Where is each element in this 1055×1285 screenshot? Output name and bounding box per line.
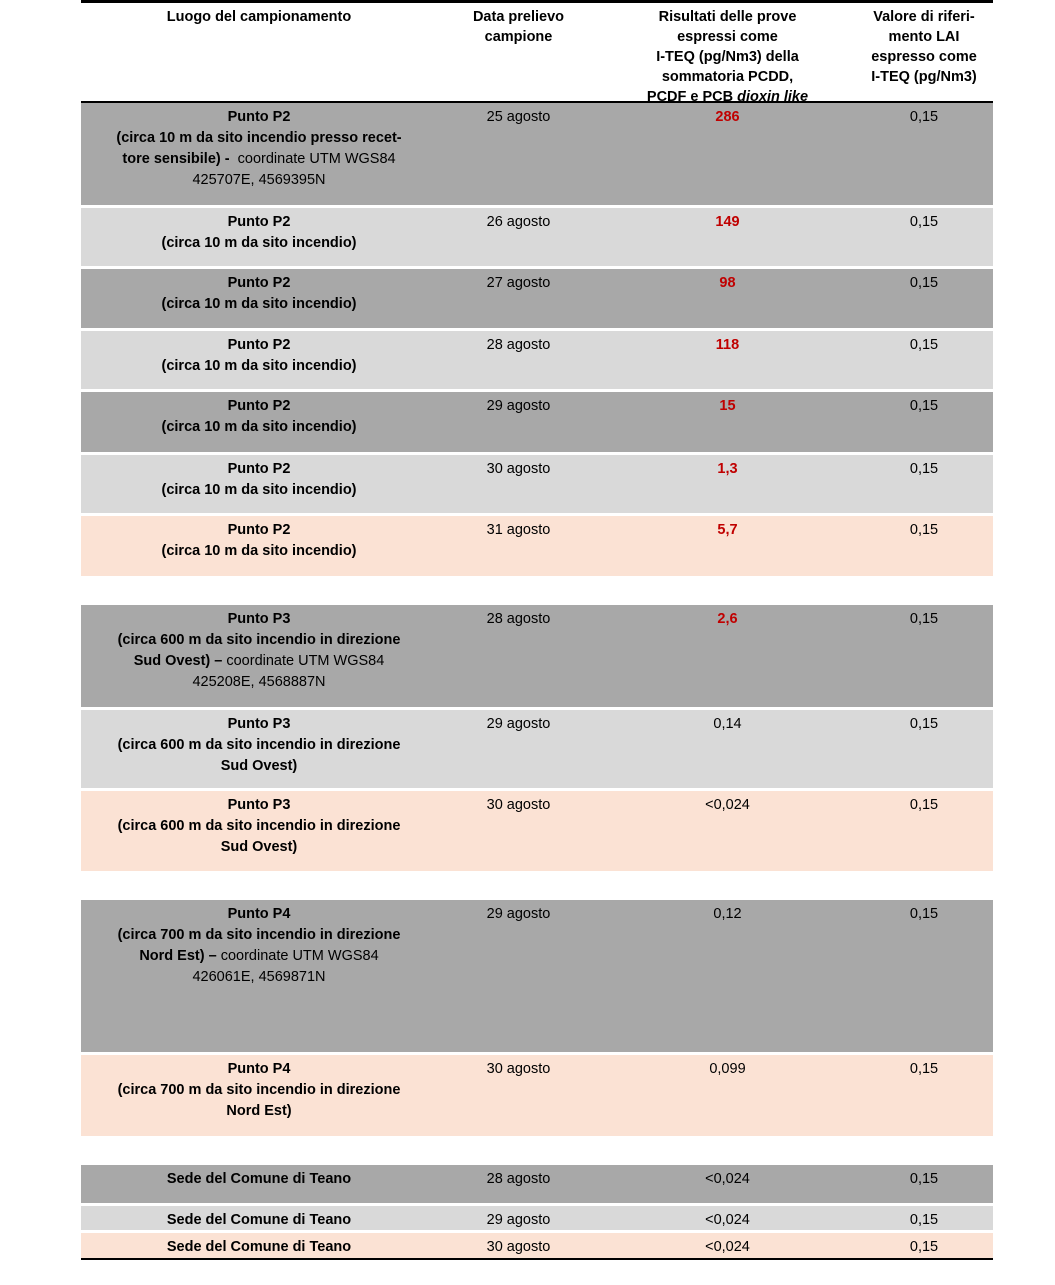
location-detail: (circa 10 m da sito incendio)	[161, 296, 357, 312]
table-rows	[81, 103, 993, 1258]
result-value: <0,024	[705, 1239, 750, 1255]
location-line-1	[81, 714, 437, 735]
result-value: 118	[715, 337, 740, 353]
section-gap	[81, 579, 993, 605]
location-detail: (circa 700 m da sito incendio in direzione	[117, 927, 401, 943]
sample-date: 26 agosto	[486, 214, 551, 230]
sample-date: 27 agosto	[486, 275, 551, 291]
reference-cell	[855, 103, 993, 205]
reference-cell	[855, 605, 993, 707]
reference-value: 0,15	[909, 398, 939, 414]
location-cell	[81, 208, 437, 266]
location-title: Sede del Comune di Teano	[166, 1171, 352, 1187]
header-reference-line1: Valore di riferi-	[873, 9, 975, 25]
header-reference-line4: I-TEQ (pg/Nm3)	[871, 69, 977, 85]
header-results-line4: sommatoria PCDD,	[661, 69, 794, 85]
result-cell	[600, 710, 855, 788]
result-value: <0,024	[705, 797, 750, 813]
location-detail: (circa 600 m da sito incendio in direzione	[117, 818, 401, 834]
location-line-3	[81, 946, 437, 967]
date-cell	[437, 208, 600, 266]
location-line-1	[81, 335, 437, 356]
location-line-1	[81, 1210, 437, 1230]
reference-value: 0,15	[909, 109, 939, 125]
location-detail: (circa 600 m da sito incendio in direzione	[117, 632, 401, 648]
location-cell	[81, 1206, 437, 1230]
location-title: Punto P2	[227, 337, 291, 353]
location-title: Sede del Comune di Teano	[166, 1239, 352, 1255]
location-title: Punto P3	[227, 797, 291, 813]
table-row	[81, 103, 993, 205]
location-title: Punto P2	[227, 275, 291, 291]
table-row	[81, 1233, 993, 1258]
location-line-2	[81, 816, 437, 837]
reference-value: 0,15	[909, 337, 939, 353]
reference-cell	[855, 392, 993, 452]
result-cell	[600, 1055, 855, 1136]
date-cell	[437, 103, 600, 205]
header-reference	[855, 3, 993, 101]
result-value: 15	[719, 398, 736, 414]
location-line-2	[81, 630, 437, 651]
location-coordinates-label: coordinate UTM WGS84	[226, 653, 385, 669]
reference-value: 0,15	[909, 214, 939, 230]
sample-date: 31 agosto	[486, 522, 551, 538]
header-location	[81, 3, 437, 101]
location-line-2	[81, 925, 437, 946]
location-detail-bold: Sud Ovest)	[220, 839, 298, 855]
reference-value: 0,15	[909, 1212, 939, 1228]
header-location-label: Luogo del campionamento	[166, 9, 352, 25]
result-cell	[600, 1206, 855, 1230]
table-row	[81, 208, 993, 266]
result-value: 0,099	[709, 1061, 746, 1077]
result-value: 5,7	[717, 522, 738, 538]
location-line-1	[81, 795, 437, 816]
location-line-2	[81, 356, 437, 377]
sample-date: 30 agosto	[486, 1239, 551, 1255]
date-cell	[437, 791, 600, 871]
location-title: Punto P2	[227, 461, 291, 477]
location-line-3	[81, 837, 437, 858]
location-line-2	[81, 128, 437, 149]
sample-date: 29 agosto	[486, 398, 551, 414]
sample-date: 29 agosto	[486, 1212, 551, 1228]
location-line-4	[81, 967, 437, 988]
date-cell	[437, 605, 600, 707]
sample-date: 28 agosto	[486, 1171, 551, 1187]
location-line-2	[81, 294, 437, 315]
location-title: Punto P3	[227, 611, 291, 627]
sample-date: 28 agosto	[486, 611, 551, 627]
location-detail: (circa 10 m da sito incendio presso recet-	[116, 130, 402, 146]
location-coordinates: 425208E, 4568887N	[192, 674, 326, 690]
reference-value: 0,15	[909, 906, 939, 922]
location-cell	[81, 1055, 437, 1136]
sample-date: 30 agosto	[486, 797, 551, 813]
location-detail: (circa 10 m da sito incendio)	[161, 358, 357, 374]
reference-value: 0,15	[909, 611, 939, 627]
result-value: 286	[715, 109, 740, 125]
location-cell	[81, 516, 437, 576]
sample-date: 29 agosto	[486, 716, 551, 732]
result-value: 0,12	[713, 906, 742, 922]
location-line-1	[81, 1237, 437, 1258]
location-cell	[81, 1233, 437, 1258]
table-header-row	[81, 3, 993, 103]
result-cell	[600, 791, 855, 871]
date-cell	[437, 710, 600, 788]
location-title: Punto P2	[227, 398, 291, 414]
table-row	[81, 455, 993, 513]
header-results-line3: I-TEQ (pg/Nm3) della	[656, 49, 799, 65]
result-value: 149	[715, 214, 740, 230]
result-cell	[600, 1233, 855, 1258]
location-detail-bold: Sud Ovest) –	[133, 653, 227, 669]
result-cell	[600, 103, 855, 205]
reference-cell	[855, 208, 993, 266]
reference-value: 0,15	[909, 716, 939, 732]
table-bottom-border	[81, 1258, 993, 1260]
location-cell	[81, 331, 437, 389]
section-gap	[81, 874, 993, 900]
date-cell	[437, 1055, 600, 1136]
date-cell	[437, 1165, 600, 1203]
sample-date: 25 agosto	[486, 109, 551, 125]
location-line-1	[81, 459, 437, 480]
location-cell	[81, 605, 437, 707]
location-line-1	[81, 520, 437, 541]
location-title: Punto P4	[227, 906, 291, 922]
reference-value: 0,15	[909, 1239, 939, 1255]
table-row	[81, 269, 993, 328]
location-cell	[81, 455, 437, 513]
date-cell	[437, 900, 600, 1052]
location-detail: (circa 10 m da sito incendio)	[161, 482, 357, 498]
header-reference-line2: mento LAI	[888, 29, 960, 45]
header-results-line1: Risultati delle prove	[658, 9, 797, 25]
header-results	[600, 3, 855, 105]
date-cell	[437, 455, 600, 513]
sample-date: 30 agosto	[486, 1061, 551, 1077]
location-line-2	[81, 541, 437, 562]
location-line-1	[81, 212, 437, 233]
header-date	[437, 3, 600, 101]
result-cell	[600, 392, 855, 452]
location-coordinates: 425707E, 4569395N	[192, 172, 326, 188]
location-line-3	[81, 756, 437, 777]
reference-cell	[855, 269, 993, 328]
table-row	[81, 900, 993, 1052]
reference-cell	[855, 331, 993, 389]
location-coordinates-label: coordinate UTM WGS84	[220, 948, 379, 964]
table-row	[81, 605, 993, 707]
result-value: 0,14	[713, 716, 742, 732]
location-cell	[81, 269, 437, 328]
reference-value: 0,15	[909, 461, 939, 477]
location-line-3	[81, 651, 437, 672]
reference-cell	[855, 455, 993, 513]
reference-value: 0,15	[909, 1171, 939, 1187]
result-value: <0,024	[705, 1212, 750, 1228]
location-coordinates-label: coordinate UTM WGS84	[233, 151, 396, 167]
date-cell	[437, 392, 600, 452]
location-line-1	[81, 1059, 437, 1080]
section-gap	[81, 1139, 993, 1165]
location-line-4	[81, 672, 437, 693]
location-line-3	[81, 149, 437, 170]
table-row	[81, 1206, 993, 1230]
location-cell	[81, 392, 437, 452]
reference-cell	[855, 1233, 993, 1258]
location-line-1	[81, 1169, 437, 1190]
date-cell	[437, 1233, 600, 1258]
header-date-line1: Data prelievo	[472, 9, 565, 25]
header-reference-line3: espresso come	[871, 49, 977, 65]
location-detail-bold: Nord Est)	[226, 1103, 292, 1119]
sample-date: 28 agosto	[486, 337, 551, 353]
location-line-2	[81, 480, 437, 501]
location-line-1	[81, 107, 437, 128]
header-date-line2: campione	[484, 29, 553, 45]
reference-cell	[855, 710, 993, 788]
location-cell	[81, 710, 437, 788]
location-line-1	[81, 273, 437, 294]
location-title: Punto P2	[227, 522, 291, 538]
location-line-1	[81, 396, 437, 417]
location-line-2	[81, 417, 437, 438]
location-cell	[81, 791, 437, 871]
date-cell	[437, 269, 600, 328]
table-row	[81, 1165, 993, 1203]
location-title: Punto P4	[227, 1061, 291, 1077]
result-cell	[600, 269, 855, 328]
table-row	[81, 392, 993, 452]
location-detail: (circa 700 m da sito incendio in direzione	[117, 1082, 401, 1098]
table-row	[81, 710, 993, 788]
location-title: Punto P2	[227, 109, 291, 125]
result-cell	[600, 516, 855, 576]
reference-cell	[855, 1055, 993, 1136]
location-line-3	[81, 1101, 437, 1122]
location-detail-bold: tore sensibile) -	[122, 151, 234, 167]
table-row	[81, 516, 993, 576]
location-coordinates: 426061E, 4569871N	[192, 969, 326, 985]
result-cell	[600, 1165, 855, 1203]
location-line-1	[81, 609, 437, 630]
location-detail-bold: Nord Est) –	[139, 948, 221, 964]
date-cell	[437, 1206, 600, 1230]
location-detail-bold: Sud Ovest)	[220, 758, 298, 774]
date-cell	[437, 331, 600, 389]
location-detail: (circa 10 m da sito incendio)	[161, 419, 357, 435]
header-results-line5-prefix: PCDF e PCB	[646, 89, 738, 105]
sample-date: 29 agosto	[486, 906, 551, 922]
reference-cell	[855, 1206, 993, 1230]
results-table	[81, 0, 993, 1260]
table-row	[81, 1055, 993, 1136]
result-value: <0,024	[705, 1171, 750, 1187]
location-line-2	[81, 735, 437, 756]
result-cell	[600, 605, 855, 707]
header-results-line2: espressi come	[677, 29, 778, 45]
reference-cell	[855, 791, 993, 871]
date-cell	[437, 516, 600, 576]
location-title: Sede del Comune di Teano	[166, 1212, 352, 1228]
result-cell	[600, 455, 855, 513]
location-cell	[81, 103, 437, 205]
reference-cell	[855, 1165, 993, 1203]
reference-value: 0,15	[909, 1061, 939, 1077]
result-value: 1,3	[717, 461, 738, 477]
result-value: 2,6	[717, 611, 738, 627]
result-value: 98	[719, 275, 736, 291]
location-detail: (circa 10 m da sito incendio)	[161, 543, 357, 559]
location-line-4	[81, 170, 437, 191]
location-line-1	[81, 904, 437, 925]
reference-value: 0,15	[909, 522, 939, 538]
reference-value: 0,15	[909, 275, 939, 291]
sample-date: 30 agosto	[486, 461, 551, 477]
location-cell	[81, 1165, 437, 1203]
reference-cell	[855, 516, 993, 576]
result-cell	[600, 208, 855, 266]
reference-value: 0,15	[909, 797, 939, 813]
location-line-2	[81, 1080, 437, 1101]
location-cell	[81, 900, 437, 1052]
table-row	[81, 791, 993, 871]
location-title: Punto P3	[227, 716, 291, 732]
table-row	[81, 331, 993, 389]
result-cell	[600, 331, 855, 389]
header-results-line5-italic: dioxin like	[737, 89, 809, 105]
reference-cell	[855, 900, 993, 1052]
result-cell	[600, 900, 855, 1052]
location-detail: (circa 600 m da sito incendio in direzione	[117, 737, 401, 753]
location-title: Punto P2	[227, 214, 291, 230]
location-detail: (circa 10 m da sito incendio)	[161, 235, 357, 251]
location-line-2	[81, 233, 437, 254]
